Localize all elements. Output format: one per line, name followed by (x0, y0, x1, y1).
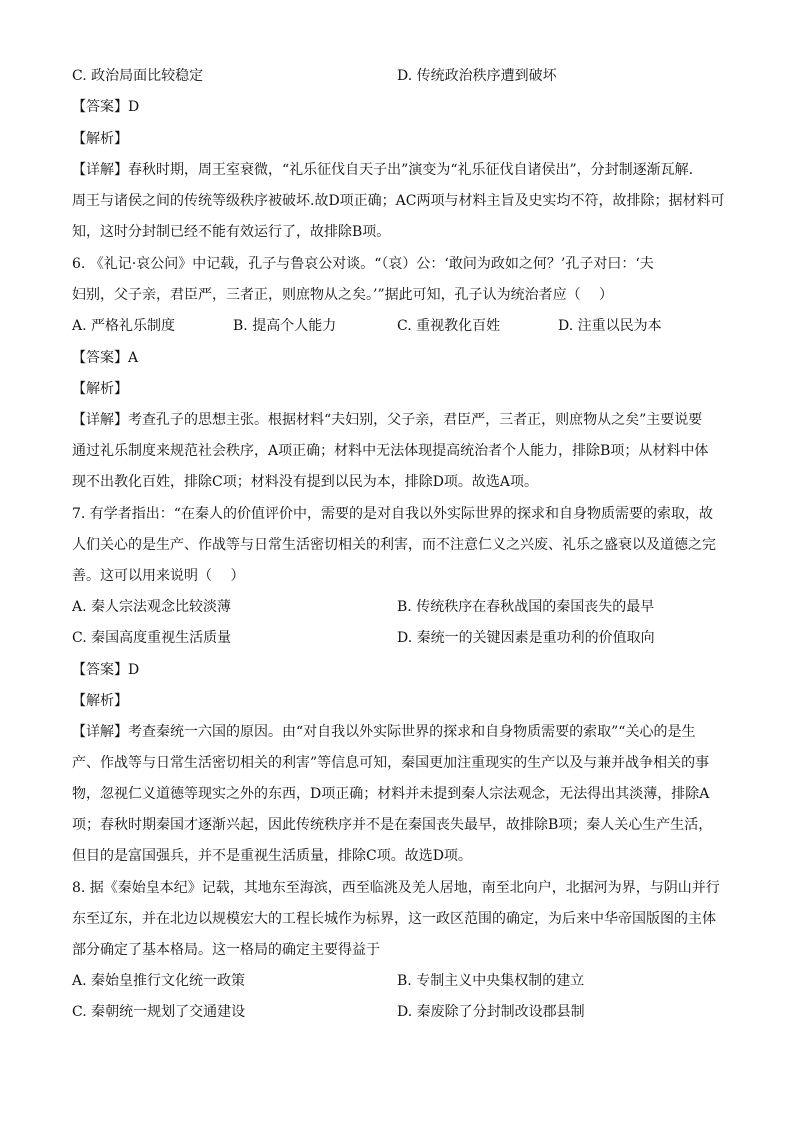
q8-stem-line: 8. 据《秦始皇本纪》记载，其地东至海滨，西至临洮及羌人居地，南至北向户，北据河为界，与阴山并行 (72, 880, 720, 896)
q6-answer (72, 348, 732, 368)
q5-answer (72, 97, 732, 117)
answer-value: D (128, 99, 140, 115)
q8-option-c: C. 秦朝统一规划了交通建设 (72, 1004, 246, 1020)
q8-stem-line: 东至辽东，并在北边以规模宏大的工程长城作为标界，这一政区范围的确定，为后来中华帝国版图的主体 (72, 911, 716, 927)
q7-detail-line: 但目的是富国强兵，并不是重视生活质量，排除C项。故选D项。 (72, 848, 472, 864)
q6-option-c: C. 重视教化百姓 (397, 318, 501, 334)
q5-option-d: D. 传统政治秩序遭到破坏 (397, 68, 557, 84)
q8-stem-line: 部分确定了基本格局。这一格局的确定主要得益于 (72, 942, 380, 958)
q6-detail-line: 现不出教化百姓，排除C项；材料没有提到以民为本，排除D项。故选A项。 (72, 474, 539, 490)
q5-detail-line: 【详解】春秋时期，周王室衰微，“礼乐征伐自天子出”演变为“礼乐征伐自诸侯出”，分封制逐渐瓦解. (72, 162, 694, 178)
q7-stem-line: 人们关心的是生产、作战等与日常生活密切相关的利害，而不注意仁义之兴废、礼乐之盛衰以及道德之完 (72, 537, 716, 553)
q7-option-d: D. 秦统一的关键因素是重功利的价值取向 (397, 630, 655, 646)
q5-detail-line: 周王与诸侯之间的传统等级秩序被破坏.故D项正确；AC两项与材料主旨及史实均不符，故排除；据材料可 (72, 193, 725, 209)
q7-detail-line: 物，忽视仁义道德等现实之外的东西，D项正确；材料并未提到秦人宗法观念，无法得出其淡薄，排除A (72, 786, 710, 802)
q7-option-b: B. 传统秩序在春秋战国的秦国丧失的最早 (397, 599, 655, 615)
q7-option-c: C. 秦国高度重视生活质量 (72, 630, 232, 646)
q6-analysis-label: 【解析】 (72, 381, 128, 397)
q6-option-a: A. 严格礼乐制度 (72, 318, 176, 334)
q8-option-d: D. 秦废除了分封制改设郡县制 (397, 1004, 585, 1020)
answer-label: 【答案】 (72, 99, 128, 115)
answer-value: A (128, 350, 139, 366)
q7-stem-line: 7. 有学者指出：“在秦人的价值评价中，需要的是对自我以外实际世界的探求和自身物质需要的索取，故 (72, 506, 713, 522)
q7-stem-line: 善。这可以用来说明（ ） (72, 568, 245, 584)
q7-detail-line: 产、作战等与日常生活密切相关的利害”等信息可知，秦国更加注重现实的生产以及与兼并战争相关的事 (72, 755, 710, 771)
answer-label: 【答案】 (72, 662, 128, 678)
q6-option-d: D. 注重以民为本 (558, 318, 662, 334)
q6-option-b: B. 提高个人能力 (233, 318, 337, 334)
q7-answer (72, 660, 732, 680)
q7-detail-line: 项；春秋时期秦国才逐渐兴起，因此传统秩序并不是在秦国丧失最早，故排除B项；秦人关心生产生活， (72, 817, 713, 833)
q5-option-c: C. 政治局面比较稳定 (72, 68, 204, 84)
q8-option-a: A. 秦始皇推行文化统一政策 (72, 973, 246, 989)
answer-value: D (128, 662, 140, 678)
q6-detail-line: 【详解】考查孔子的思想主张。根据材料“夫妇别，父子亲，君臣严，三者正，则庶物从之矣”主要说要 (72, 412, 703, 428)
q7-analysis-label: 【解析】 (72, 693, 128, 709)
answer-label: 【答案】 (72, 350, 128, 366)
q6-detail-line: 通过礼乐制度来规范社会秩序，A项正确；材料中无法体现提高统治者个人能力，排除B项；从材料中体 (72, 443, 709, 459)
q7-detail-line: 【详解】考查秦统一六国的原因。由“对自我以外实际世界的探求和自身物质需要的索取”“关心的是生 (72, 724, 696, 740)
q8-option-b: B. 专制主义中央集权制的建立 (397, 973, 585, 989)
q5-detail-line: 知，这时分封制已经不能有效运行了，故排除B项。 (72, 224, 391, 240)
q6-stem-line: 妇别，父子亲，君臣严，三者正，则庶物从之矣。’”据此可知，孔子认为统治者应（ ） (72, 287, 614, 303)
q6-stem-line: 6. 《礼记·哀公问》中记载，孔子与鲁哀公对谈。“（哀）公：‘敢问为政如之何？’孔子对曰：‘夫 (72, 256, 654, 272)
q5-analysis-label: 【解析】 (72, 131, 128, 147)
q7-option-a: A. 秦人宗法观念比较淡薄 (72, 599, 232, 615)
